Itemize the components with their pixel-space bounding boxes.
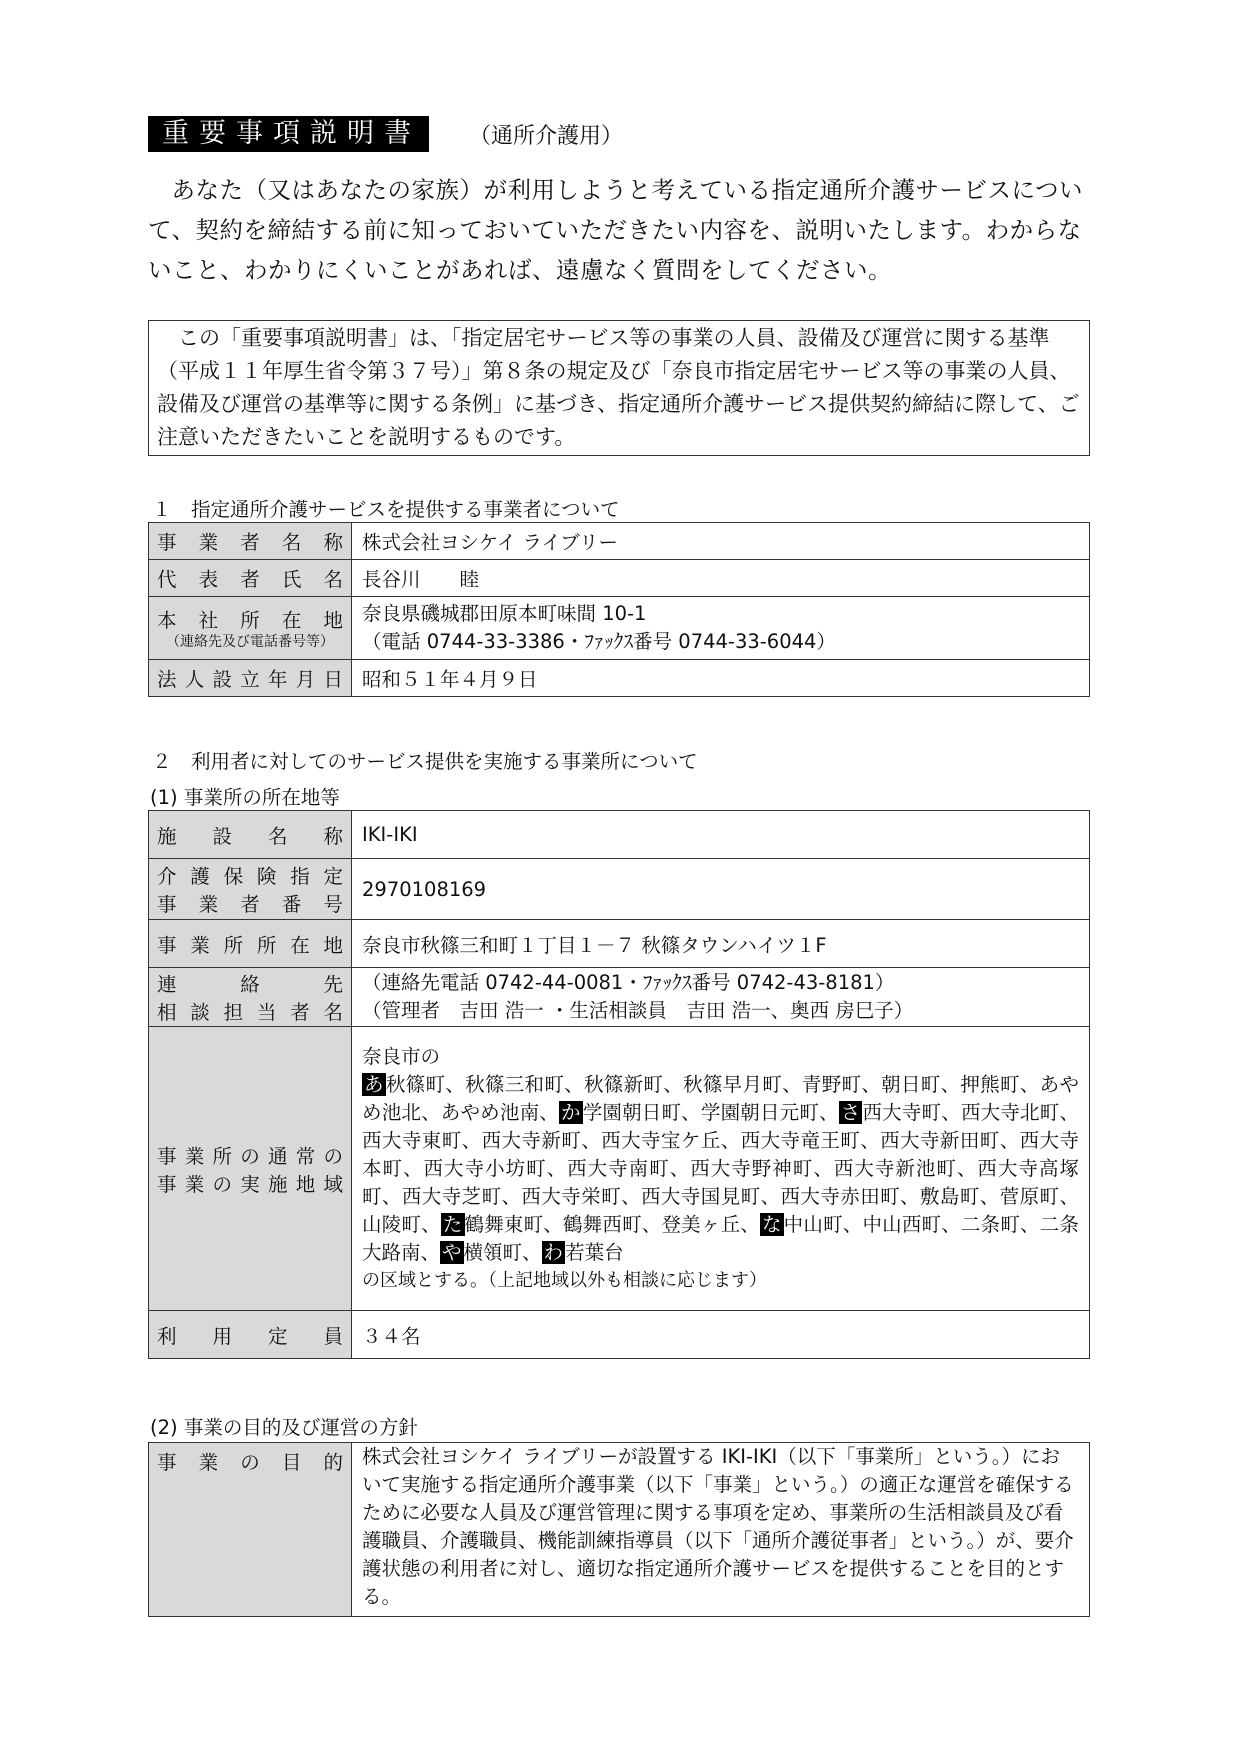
document-title: 重要事項説明書 — [148, 116, 429, 152]
service-area-list — [362, 1071, 1079, 1267]
table-row — [149, 597, 1090, 660]
area-segment-a: 秋篠町、秋篠三和町、秋篠新町、秋篠早月町、青野町、朝日町、押熊町、あやめ池北、あやめ池南、 — [362, 1072, 1079, 1124]
table-row — [149, 660, 1090, 697]
kana-index-ka: か — [560, 1100, 581, 1124]
capacity-label: 利用定員 — [149, 1311, 352, 1359]
area-segment-ta: 鶴舞東町、鶴舞西町、登美ヶ丘、 — [464, 1212, 760, 1236]
kana-index-a: あ — [364, 1072, 384, 1096]
service-area-value — [352, 1027, 1090, 1311]
title-row — [148, 116, 623, 152]
service-area-intro: 奈良市の — [362, 1044, 441, 1068]
notice-text: この「重要事項説明書」は、「指定居宅サービス等の事業の人員、設備及び運営に関する基準（平成１１年厚生省令第３７号）」第８条の規定及び「奈良市指定居宅サービス等の事業の人員、設備及び運営の基準等に関する条例」に基づき、指定通所介護サービス提供契約締結に際して、ご注意いただきたいことを説明するものです。 — [157, 326, 1080, 449]
office-address-value: 奈良市秋篠三和町１丁目１－７ 秋篠タウンハイツ１F — [352, 920, 1090, 968]
table-row — [149, 560, 1090, 597]
purpose-table — [148, 1442, 1090, 1617]
area-segment-sa: 西大寺町、西大寺北町、西大寺東町、西大寺新町、西大寺宝ケ丘、西大寺竜王町、西大寺新田町、西大寺本町、西大寺小坊町、西大寺南町、西大寺野神町、西大寺新池町、西大寺高塚町、西大寺芝町、西大寺栄町、西大寺国見町、西大寺赤田町、敷島町、菅原町、山陵町、 — [362, 1100, 1079, 1236]
office-address-label: 事業所所在地 — [149, 920, 352, 968]
intro-text: あなた（又はあなたの家族）が利用しようと考えている指定通所介護サービスについて、契約を締結する前に知っておいていただきたい内容を、説明いたします。わからないこと、わかりにくいことがあれば、遠慮なく質問をしてください。 — [148, 176, 1084, 284]
area-segment-ka: 学園朝日町、学園朝日元町、 — [582, 1100, 839, 1124]
section2-sub1-heading: (1) 事業所の所在地等 — [150, 786, 340, 809]
company-name-label: 事業者名称 — [149, 523, 352, 560]
service-area-label-line1: 事業所の通常の — [157, 1144, 343, 1168]
area-segment-wa: 若葉台 — [565, 1240, 624, 1264]
table-row — [149, 859, 1090, 920]
kana-index-wa: わ — [543, 1240, 564, 1264]
area-segment-ya: 横領町、 — [463, 1240, 542, 1264]
insurer-number-label — [149, 859, 352, 920]
company-name-value: 株式会社ヨシケイ ライブリー — [352, 523, 1090, 560]
head-office-label-main: 本社所在地 — [157, 609, 343, 632]
table-row — [149, 968, 1090, 1027]
service-area-label — [149, 1027, 352, 1311]
contact-label-line2: 相談担当者名 — [157, 1001, 343, 1024]
kana-index-na: な — [761, 1212, 782, 1236]
company-table — [148, 522, 1090, 697]
head-office-label — [149, 597, 352, 660]
service-area-label-line2: 事業の実施地域 — [157, 1172, 343, 1196]
head-office-value — [352, 597, 1090, 660]
founded-label: 法人設立年月日 — [149, 660, 352, 697]
section2-heading: ２ 利用者に対してのサービス提供を実施する事業所について — [152, 750, 698, 773]
table-row — [149, 1443, 1090, 1617]
table-row — [149, 1027, 1090, 1311]
table-row — [149, 811, 1090, 859]
representative-label: 代表者氏名 — [149, 560, 352, 597]
head-office-label-note: （連絡先及び電話番号等） — [166, 634, 334, 650]
notice-box — [148, 320, 1090, 456]
purpose-value: 株式会社ヨシケイ ライブリーが設置する IKI-IKI（以下「事業所」という。）において実施する指定通所介護事業（以下「事業」という。）の適正な運営を確保するために必要な人員及び運営管理に関する事項を定め、事業所の生活相談員及び看護職員、介護職員、機能訓練指導員（以下「通所介護従事者」という。）が、要介護状態の利用者に対し、適切な指定通所介護サービスを提供することを目的とする。 — [352, 1443, 1090, 1617]
capacity-value: ３４名 — [352, 1311, 1090, 1359]
contact-label-line1: 連絡先 — [157, 973, 343, 996]
purpose-label: 事業の目的 — [149, 1443, 352, 1617]
founded-value: 昭和５１年４月９日 — [352, 660, 1090, 697]
section2-sub2-heading: (2) 事業の目的及び運営の方針 — [150, 1416, 418, 1439]
office-table — [148, 810, 1090, 1359]
head-office-phone: （電話 0744-33-3386・ﾌｧｯｸｽ番号 0744-33-6044） — [362, 630, 836, 653]
facility-name-label: 施設名称 — [149, 811, 352, 859]
document-subtitle: （通所介護用） — [469, 123, 624, 149]
kana-index-ya: や — [442, 1240, 462, 1264]
table-row — [149, 523, 1090, 560]
representative-value: 長谷川 睦 — [352, 560, 1090, 597]
insurer-number-label-line1: 介護保険指定 — [157, 865, 343, 888]
contact-persons: （管理者 吉田 浩一 ・生活相談員 吉田 浩一、奥西 房巳子） — [362, 999, 914, 1022]
insurer-number-label-line2: 事業者番号 — [157, 893, 343, 916]
contact-label — [149, 968, 352, 1027]
head-office-address: 奈良県磯城郡田原本町味間 10-1 — [362, 602, 647, 625]
kana-index-ta: た — [442, 1212, 463, 1236]
table-row — [149, 1311, 1090, 1359]
area-segment-na: 中山町、中山西町、二条町、二条大路南、 — [362, 1212, 1079, 1264]
service-area-note: の区域とする。（上記地域以外も相談に応じます） — [362, 1269, 767, 1291]
facility-name-value: IKI-IKI — [352, 811, 1090, 859]
section1-heading: １ 指定通所介護サービスを提供する事業者について — [152, 498, 620, 521]
insurer-number-value: 2970108169 — [352, 859, 1090, 920]
table-row — [149, 920, 1090, 968]
kana-index-sa: さ — [840, 1100, 861, 1124]
contact-phone: （連絡先電話 0742-44-0081・ﾌｧｯｸｽ番号 0742-43-8181） — [362, 971, 895, 994]
contact-value — [352, 968, 1090, 1027]
intro-paragraph — [148, 170, 1098, 290]
